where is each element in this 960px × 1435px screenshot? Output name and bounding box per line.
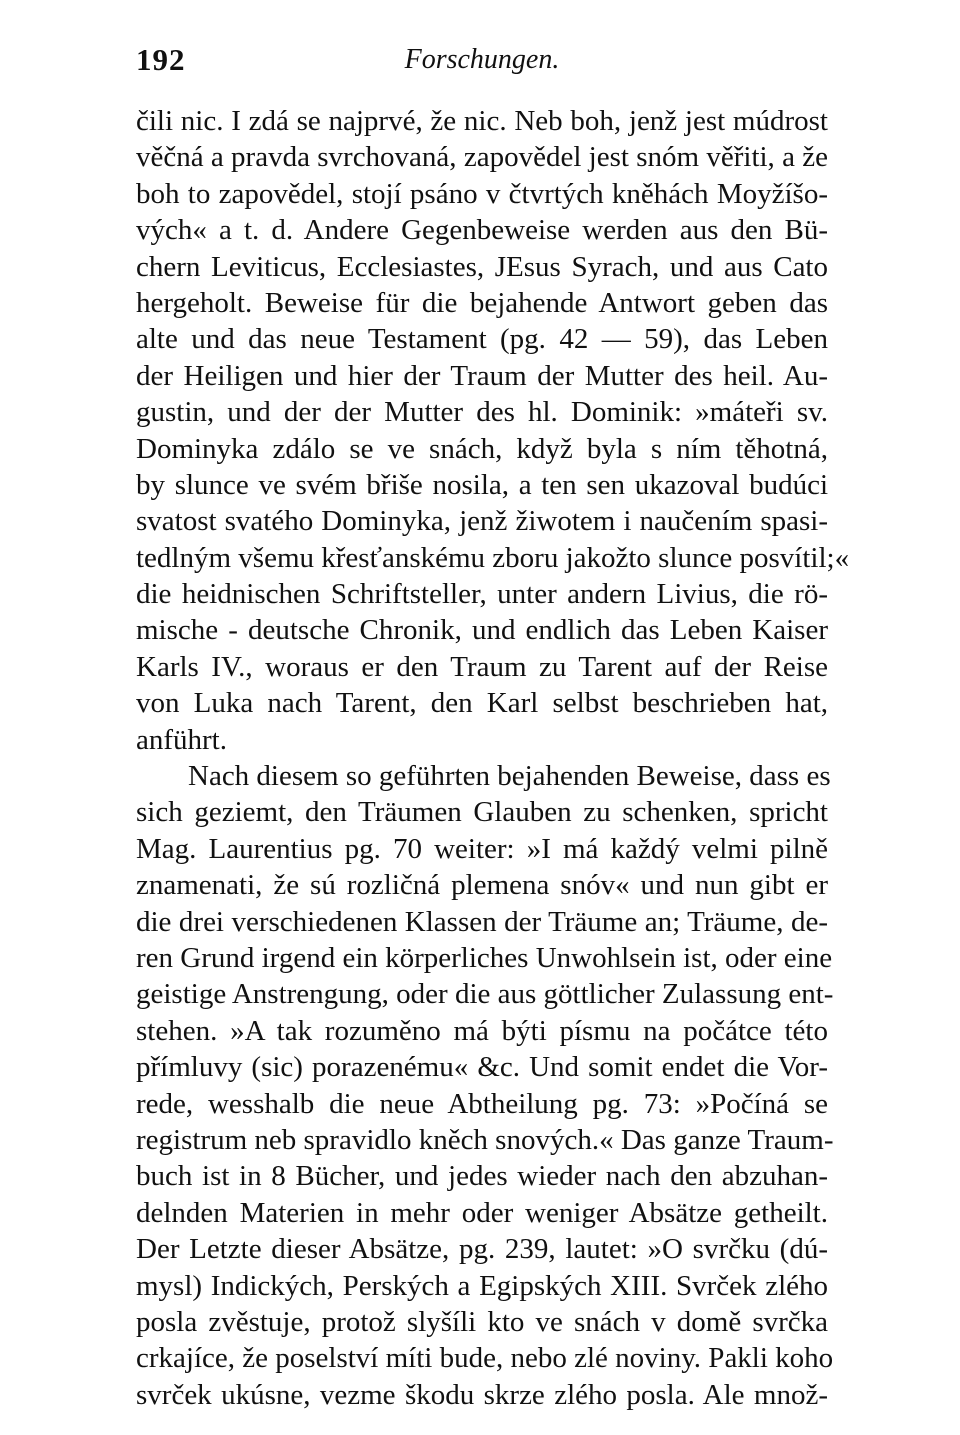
text-line: tedlným všemu křesťanskému zboru jakožto slunce posvítil;«: [136, 541, 850, 574]
text-line: by slunce ve svém břiše nosila, a ten sen ukazoval budúci: [136, 468, 828, 501]
text-line: Dominyka zdálo se ve snách, když byla s ním těhotná,: [136, 432, 828, 465]
text-line: die heidnischen Schriftsteller, unter andern Livius, die rö-: [136, 578, 828, 611]
paragraph-start-line: Nach diesem so geführten bejahenden Beweise, dass es: [188, 760, 831, 793]
text-line: boh to zapovědel, stojí psáno v čtvrtých kněhách Moyžíšo-: [136, 177, 828, 210]
text-line: posla zvěstuje, protož slyšíli kto ve snách v domě svrčka: [136, 1305, 828, 1338]
text-line: čili nic. I zdá se najprvé, že nic. Neb boh, jenž jest múdrost: [136, 105, 828, 137]
text-line: crkajíce, že poselství míti bude, nebo zlé noviny. Pakli koho: [136, 1342, 834, 1375]
page-header: [136, 42, 828, 82]
text-line: mysl) Indických, Perských a Egipských XIII. Svrček zlého: [136, 1269, 828, 1302]
text-line: rede, wesshalb die neue Abtheilung pg. 73: »Počíná se: [136, 1087, 828, 1120]
text-line: věčná a pravda svrchovaná, zapovědel jest snóm věřiti, a že: [136, 141, 828, 174]
text-line: svatost svatého Dominyka, jenž žiwotem i naučením spasi-: [136, 505, 828, 538]
text-line: Karls IV., woraus er den Traum zu Tarent auf der Reise: [136, 650, 828, 683]
text-line: přímluvy (sic) porazenému« &c. Und somit endet die Vor-: [136, 1051, 828, 1084]
text-line: Der Letzte dieser Absätze, pg. 239, lautet: »O svrčku (dú-: [136, 1233, 828, 1266]
text-line: alte und das neue Testament (pg. 42 — 59), das Leben: [136, 323, 828, 356]
running-title: Forschungen.: [404, 44, 560, 75]
text-line: Mag. Laurentius pg. 70 weiter: »I má každý velmi pilně: [136, 832, 828, 865]
text-line: ren Grund irgend ein körperliches Unwohlsein ist, oder eine: [136, 941, 833, 974]
body-text: [136, 103, 850, 1413]
text-line: znamenati, že sú rozličná plemena snóv« und nun gibt er: [136, 869, 828, 902]
text-line: sich geziemt, den Träumen Glauben zu schenken, spricht: [136, 796, 828, 829]
text-line: delnden Materien in mehr oder weniger Absätze getheilt.: [136, 1196, 828, 1229]
text-line: der Heiligen und hier der Traum der Mutter des heil. Au-: [136, 359, 828, 392]
text-line: svrček ukúsne, vezme škodu skrze zlého posla. Ale množ-: [136, 1378, 828, 1411]
text-line: hergeholt. Beweise für die bejahende Antwort geben das: [136, 286, 828, 319]
paragraph-end-line: anführt.: [136, 723, 227, 756]
text-line: gustin, und der der Mutter des hl. Dominik: »máteři sv.: [136, 396, 828, 429]
text-line: stehen. »A tak rozuměno má býti písmu na počátce této: [136, 1014, 828, 1047]
text-line: geistige Anstrengung, oder die aus göttlicher Zulassung ent-: [136, 978, 834, 1011]
text-line: von Luka nach Tarent, den Karl selbst beschrieben hat,: [136, 687, 828, 720]
text-line: buch ist in 8 Bücher, und jedes wieder nach den abzuhan-: [136, 1160, 828, 1193]
text-line: die drei verschiedenen Klassen der Träume an; Träume, de-: [136, 905, 828, 938]
text-line: registrum neb spravidlo kněch snových.« Das ganze Traum-: [136, 1123, 834, 1156]
text-line: chern Leviticus, Ecclesiastes, JEsus Syrach, und aus Cato: [136, 250, 828, 283]
text-line: vých« a t. d. Andere Gegenbeweise werden aus den Bü-: [136, 214, 828, 247]
page-number: 192: [136, 42, 186, 77]
text-line: mische - deutsche Chronik, und endlich das Leben Kaiser: [136, 614, 828, 647]
